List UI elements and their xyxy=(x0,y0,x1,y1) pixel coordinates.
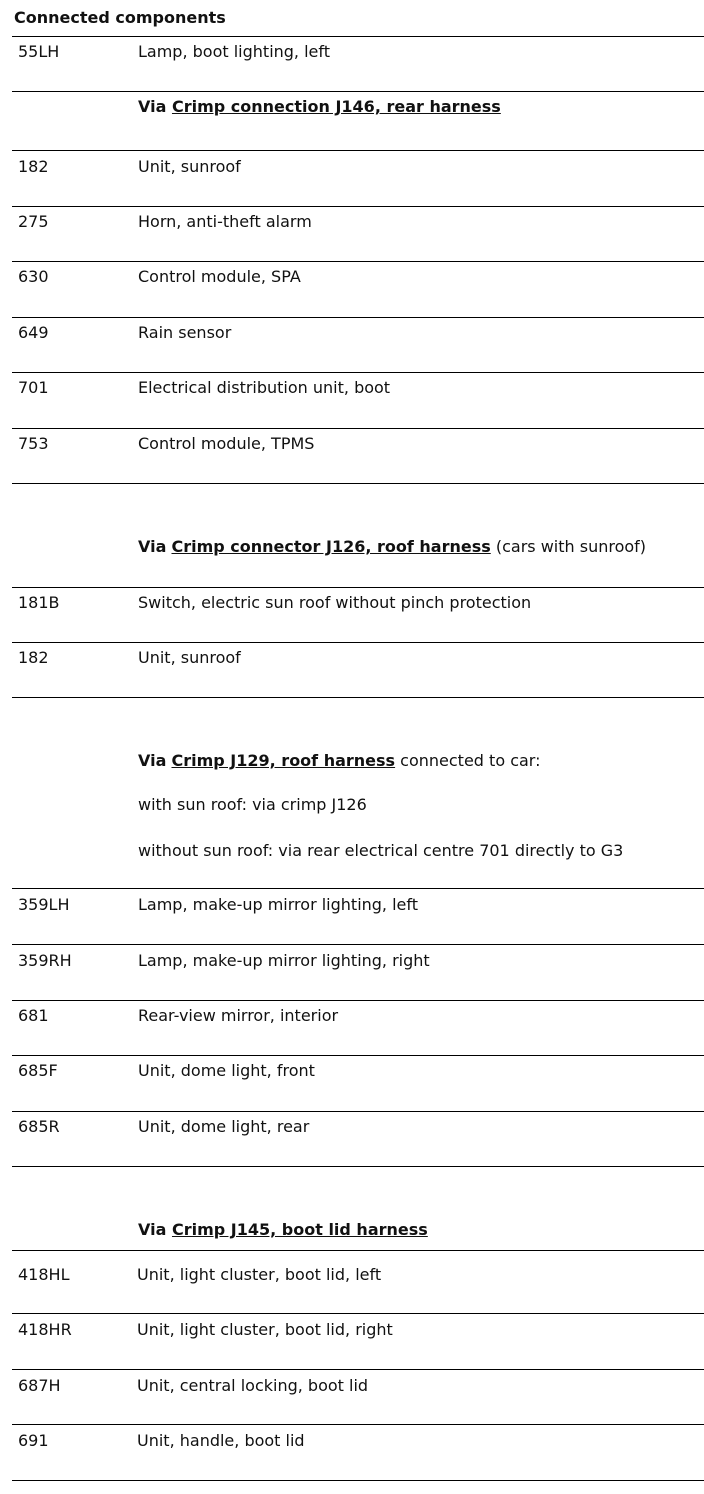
divider xyxy=(12,1313,704,1314)
component-code: 701 xyxy=(18,378,49,397)
divider xyxy=(12,1424,704,1425)
component-description: Unit, dome light, rear xyxy=(138,1117,310,1136)
component-description: Control module, SPA xyxy=(138,267,301,286)
component-description: Control module, TPMS xyxy=(138,434,315,453)
component-code: 418HR xyxy=(18,1320,72,1339)
via-label: Via xyxy=(138,751,167,770)
component-code: 691 xyxy=(18,1431,49,1450)
via-label: Via xyxy=(138,537,167,556)
divider xyxy=(12,1166,704,1167)
component-description: Rear-view mirror, interior xyxy=(138,1006,339,1025)
via-label: Via xyxy=(138,1220,167,1239)
divider xyxy=(12,587,704,588)
divider xyxy=(12,206,704,207)
divider xyxy=(12,1480,704,1481)
component-description: Electrical distribution unit, boot xyxy=(138,378,391,397)
component-description: Horn, anti-theft alarm xyxy=(138,212,312,231)
divider xyxy=(12,1055,704,1056)
divider xyxy=(12,697,704,698)
crimp-j146-link[interactable]: Crimp connection J146, rear harness xyxy=(171,97,501,116)
divider xyxy=(12,428,704,429)
component-code: 685F xyxy=(18,1061,58,1080)
divider xyxy=(12,150,704,151)
component-description: Unit, sunroof xyxy=(138,157,241,176)
component-description: Switch, electric sun roof without pinch protection xyxy=(138,593,532,612)
section-suffix: connected to car: xyxy=(400,751,541,770)
component-description: Unit, dome light, front xyxy=(138,1061,315,1080)
component-code: 681 xyxy=(18,1006,49,1025)
divider xyxy=(12,642,704,643)
component-code: 649 xyxy=(18,323,49,342)
component-code: 687H xyxy=(18,1376,61,1395)
component-code: 182 xyxy=(18,648,49,667)
divider xyxy=(12,1000,704,1001)
component-description: Unit, handle, boot lid xyxy=(137,1431,305,1450)
divider xyxy=(12,1369,704,1370)
component-code: 359RH xyxy=(18,951,72,970)
component-description: Lamp, make-up mirror lighting, right xyxy=(138,951,430,970)
divider xyxy=(12,372,704,373)
component-description: Unit, sunroof xyxy=(138,648,241,667)
divider xyxy=(12,944,704,945)
component-code: 753 xyxy=(18,434,49,453)
divider xyxy=(12,36,704,37)
component-code: 55LH xyxy=(18,42,60,61)
divider xyxy=(12,483,704,484)
divider xyxy=(12,1111,704,1112)
crimp-j129-link[interactable]: Crimp J129, roof harness xyxy=(171,751,396,770)
section-heading-j145 xyxy=(138,1220,428,1240)
via-label: Via xyxy=(138,97,167,116)
divider xyxy=(12,261,704,262)
divider xyxy=(12,317,704,318)
component-description: Unit, light cluster, boot lid, left xyxy=(137,1265,382,1284)
component-code: 685R xyxy=(18,1117,60,1136)
section-heading-j126 xyxy=(138,537,646,557)
component-description: Unit, central locking, boot lid xyxy=(137,1376,369,1395)
divider xyxy=(12,1250,704,1251)
document-title: Connected components xyxy=(14,8,226,27)
divider xyxy=(12,91,704,92)
component-description: Lamp, boot lighting, left xyxy=(138,42,331,61)
component-code: 182 xyxy=(18,157,49,176)
component-code: 630 xyxy=(18,267,49,286)
section-heading-j146 xyxy=(138,97,501,117)
divider xyxy=(12,888,704,889)
section-heading-j129 xyxy=(138,751,540,771)
component-code: 418HL xyxy=(18,1265,70,1284)
component-code: 181B xyxy=(18,593,60,612)
section-note: (cars with sunroof) xyxy=(495,537,647,556)
component-code: 275 xyxy=(18,212,49,231)
section-note: without sun roof: via rear electrical centre 701 directly to G3 xyxy=(138,841,624,860)
crimp-j126-link[interactable]: Crimp connector J126, roof harness xyxy=(171,537,491,556)
component-description: Unit, light cluster, boot lid, right xyxy=(137,1320,393,1339)
component-description: Lamp, make-up mirror lighting, left xyxy=(138,895,419,914)
component-code: 359LH xyxy=(18,895,70,914)
section-note: with sun roof: via crimp J126 xyxy=(138,795,367,814)
crimp-j145-link[interactable]: Crimp J145, boot lid harness xyxy=(171,1220,428,1239)
component-description: Rain sensor xyxy=(138,323,232,342)
